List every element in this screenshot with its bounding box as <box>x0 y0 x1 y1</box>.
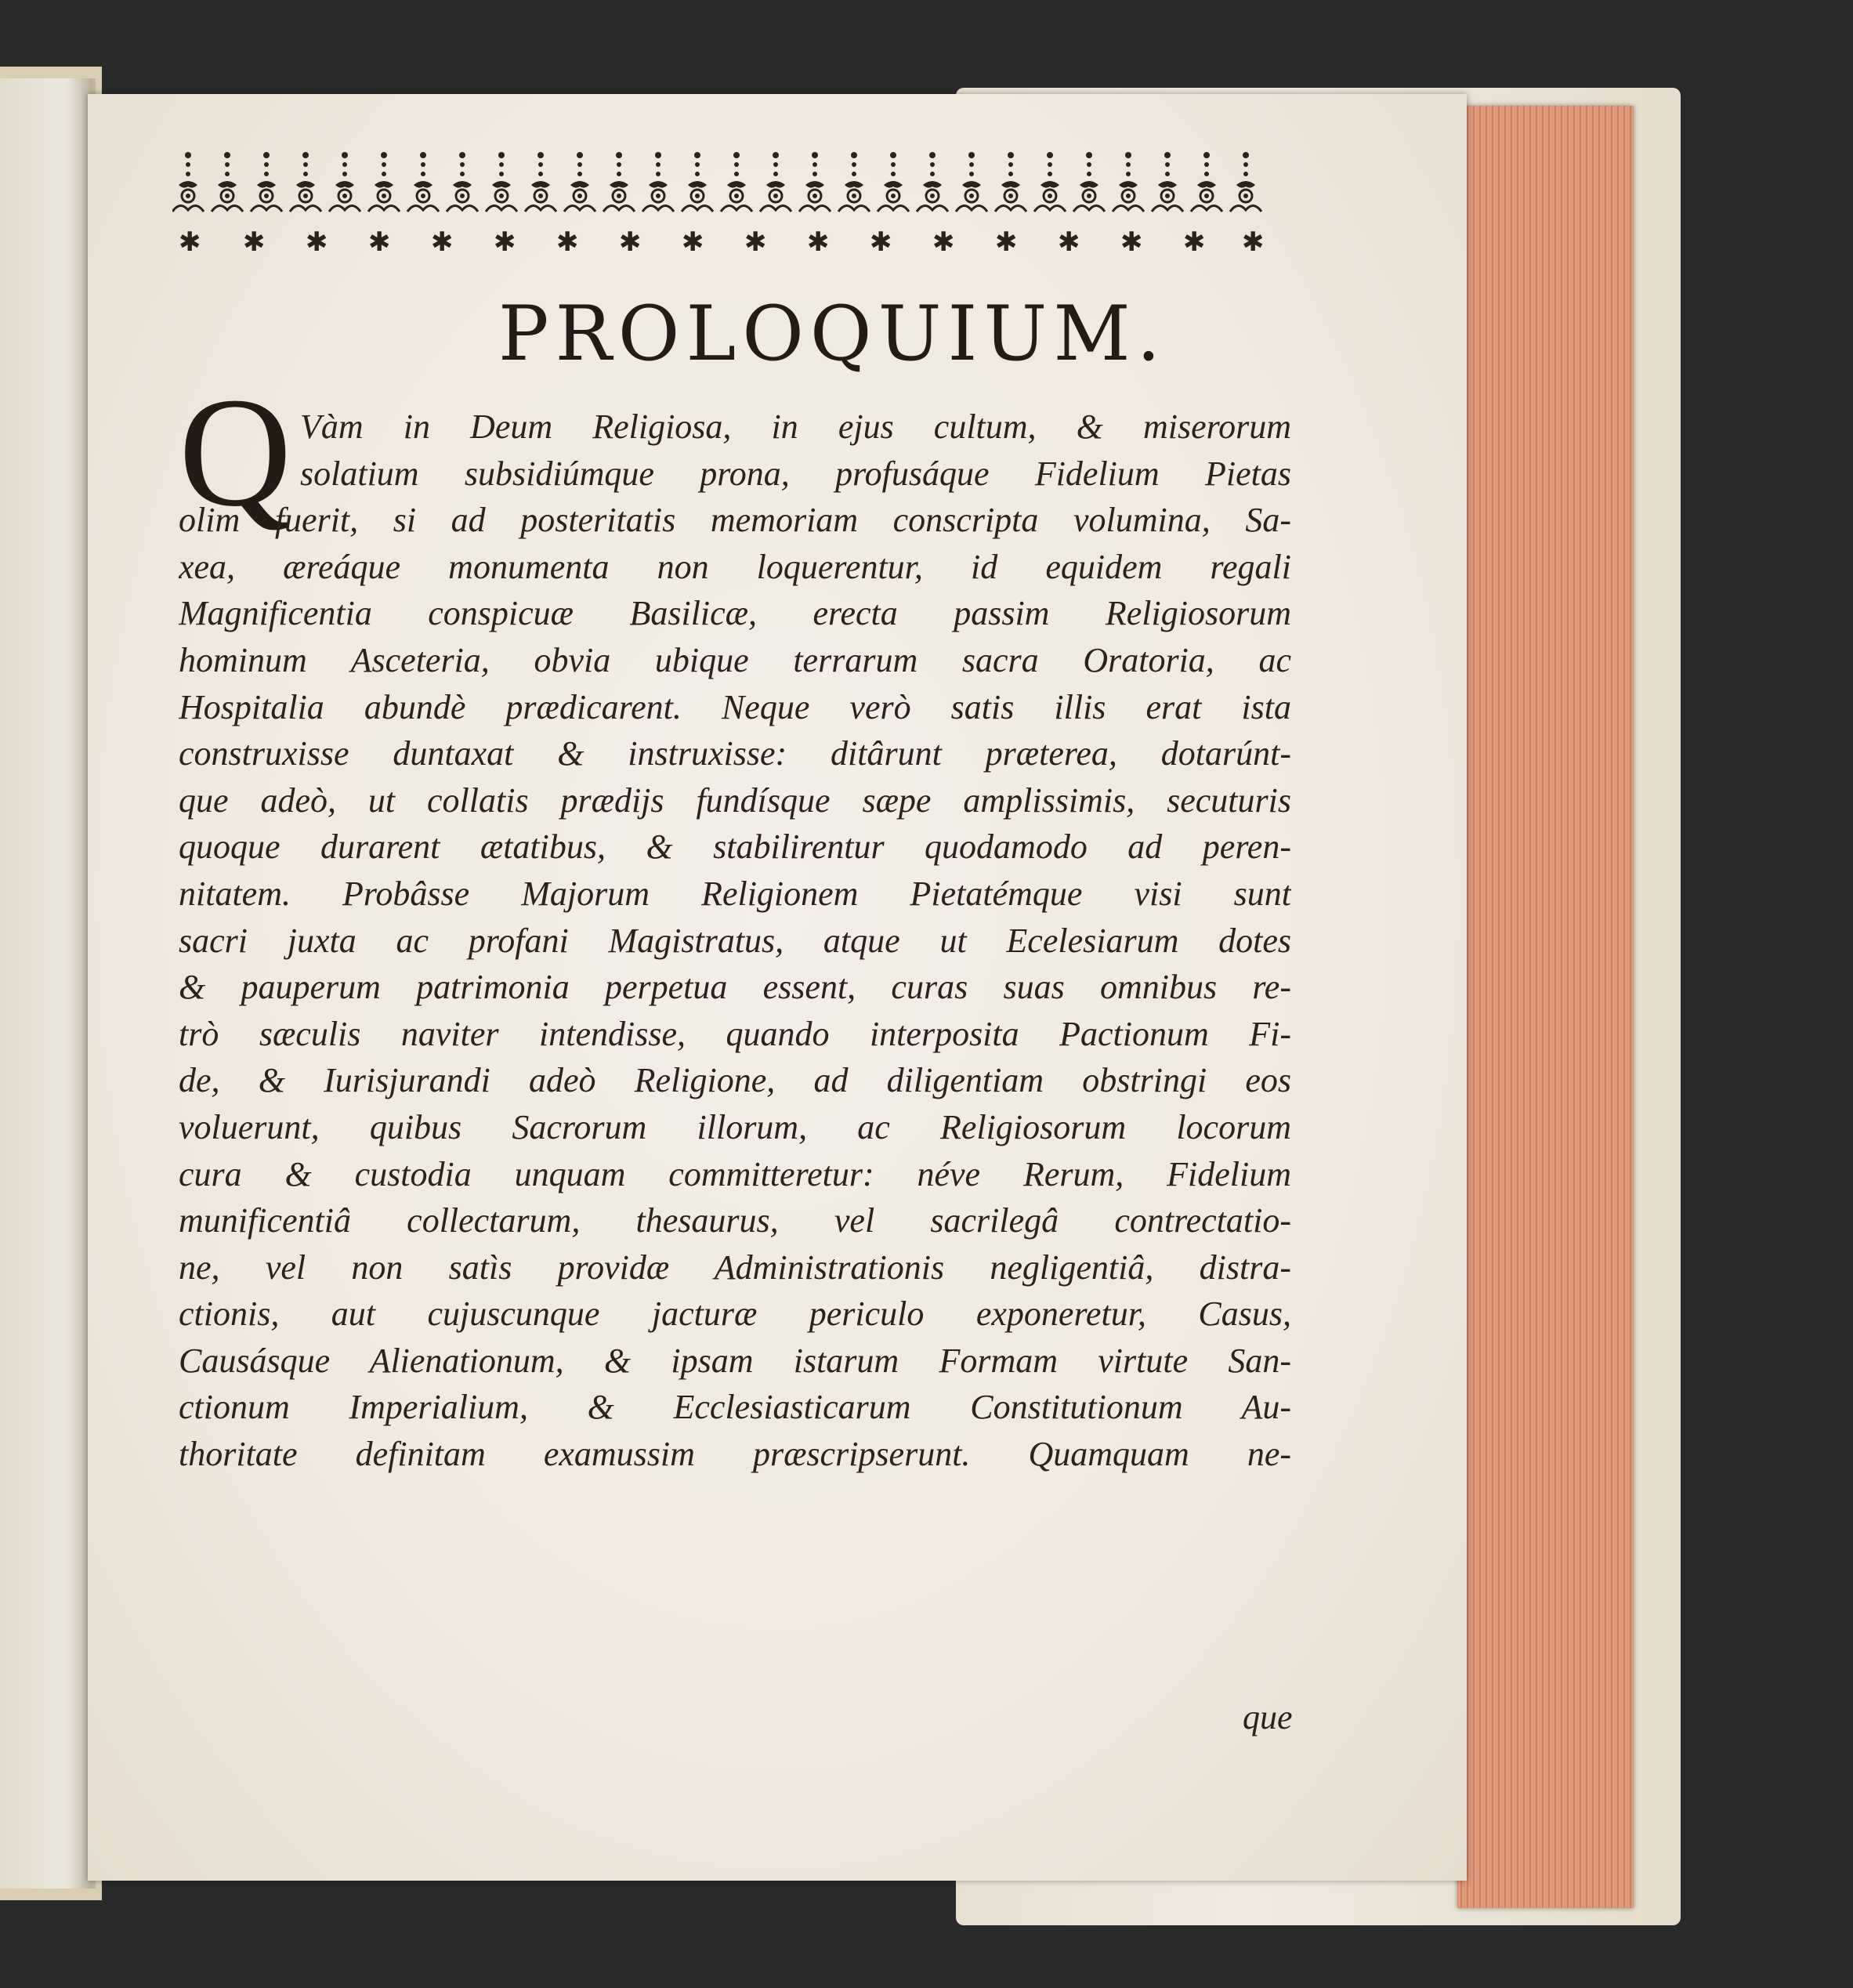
text-line: Causásque Alienationum, & ipsam istarum Formam virtute San- <box>179 1341 1291 1380</box>
text-line: cura & custodia unquam committeretur: néve Rerum, Fidelium <box>179 1154 1291 1193</box>
text-line: que adeò, ut collatis prædijs fundísque sæpe amplissimis, secuturis <box>179 780 1291 820</box>
svg-text:✱: ✱ <box>619 226 642 258</box>
text-line: xea, æreáque monumenta non loquerentur, id equidem regali <box>179 547 1291 586</box>
svg-text:✱: ✱ <box>306 226 328 258</box>
catchword: que <box>1243 1698 1293 1736</box>
svg-text:✱: ✱ <box>179 226 201 258</box>
svg-text:✱: ✱ <box>1183 226 1206 258</box>
svg-text:✱: ✱ <box>1242 226 1265 258</box>
text-line: & pauperum patrimonia perpetua essent, curas suas omnibus re- <box>179 968 1291 1007</box>
text-line: hominum Asceteria, obvia ubique terrarum sacra Oratoria, ac <box>179 640 1291 679</box>
text-line: ctionis, aut cujuscunque jacturæ periculo exponeretur, Casus, <box>179 1295 1291 1334</box>
text-line: ctionum Imperialium, & Ecclesiasticarum Constitutionum Au- <box>179 1388 1291 1427</box>
text-line: nitatem. Probâsse Majorum Religionem Pietatémque visi sunt <box>179 874 1291 913</box>
svg-text:✱: ✱ <box>744 226 767 258</box>
text-line: solatium subsidiúmque prona, profusáque Fidelium Pietas <box>300 454 1291 493</box>
page-title: PROLOQUIUM. <box>498 290 1167 378</box>
text-line: Hospitalia abundè prædicarent. Neque verò satis illis erat ista <box>179 687 1291 726</box>
svg-text:✱: ✱ <box>494 226 516 258</box>
svg-text:✱: ✱ <box>243 226 266 258</box>
svg-text:✱: ✱ <box>682 226 704 258</box>
svg-text:✱: ✱ <box>870 226 892 258</box>
text-line: sacri juxta ac profani Magistratus, atque ut Ecelesiarum dotes <box>179 921 1291 960</box>
text-line: trò sæculis naviter intendisse, quando interposita Pactionum Fi- <box>179 1014 1291 1053</box>
text-line: olim fuerit, si ad posteritatis memoriam conscripta volumina, Sa- <box>179 501 1291 540</box>
text-line: Vàm in Deum Religiosa, in ejus cultum, & miserorum <box>300 407 1291 446</box>
svg-text:✱: ✱ <box>431 226 454 258</box>
text-line: voluerunt, quibus Sacrorum illorum, ac Religiosorum locorum <box>179 1107 1291 1146</box>
ornament-asterisks <box>179 226 1265 258</box>
text-line: Magnificentia conspicuæ Basilicæ, erecta passim Religiosorum <box>179 594 1291 633</box>
svg-text:✱: ✱ <box>556 226 579 258</box>
svg-text:✱: ✱ <box>1058 226 1080 258</box>
text-line: thoritate definitam examussim præscripserunt. Quamquam ne- <box>179 1435 1291 1474</box>
svg-text:✱: ✱ <box>995 226 1018 258</box>
text-line: munificentiâ collectarum, thesaurus, vel sacrilegâ contrectatio- <box>179 1201 1291 1240</box>
ornament-fleurons <box>172 152 1261 212</box>
svg-text:✱: ✱ <box>368 226 391 258</box>
svg-text:✱: ✱ <box>932 226 955 258</box>
body-text <box>179 404 1291 1478</box>
svg-text:✱: ✱ <box>807 226 830 258</box>
text-line: ne, vel non satìs providæ Administrationis negligentiâ, distra- <box>179 1247 1291 1287</box>
drop-capital: Q <box>179 366 292 539</box>
headpiece-ornament <box>172 149 1269 259</box>
text-line: de, & Iurisjurandi adeò Religione, ad diligentiam obstringi eos <box>179 1061 1291 1100</box>
text-line: quoque durarent ætatibus, & stabilirentur quodamodo ad peren- <box>179 827 1291 867</box>
svg-text:✱: ✱ <box>1120 226 1143 258</box>
text-line: construxisse duntaxat & instruxisse: ditârunt præterea, dotarúnt- <box>179 734 1291 773</box>
